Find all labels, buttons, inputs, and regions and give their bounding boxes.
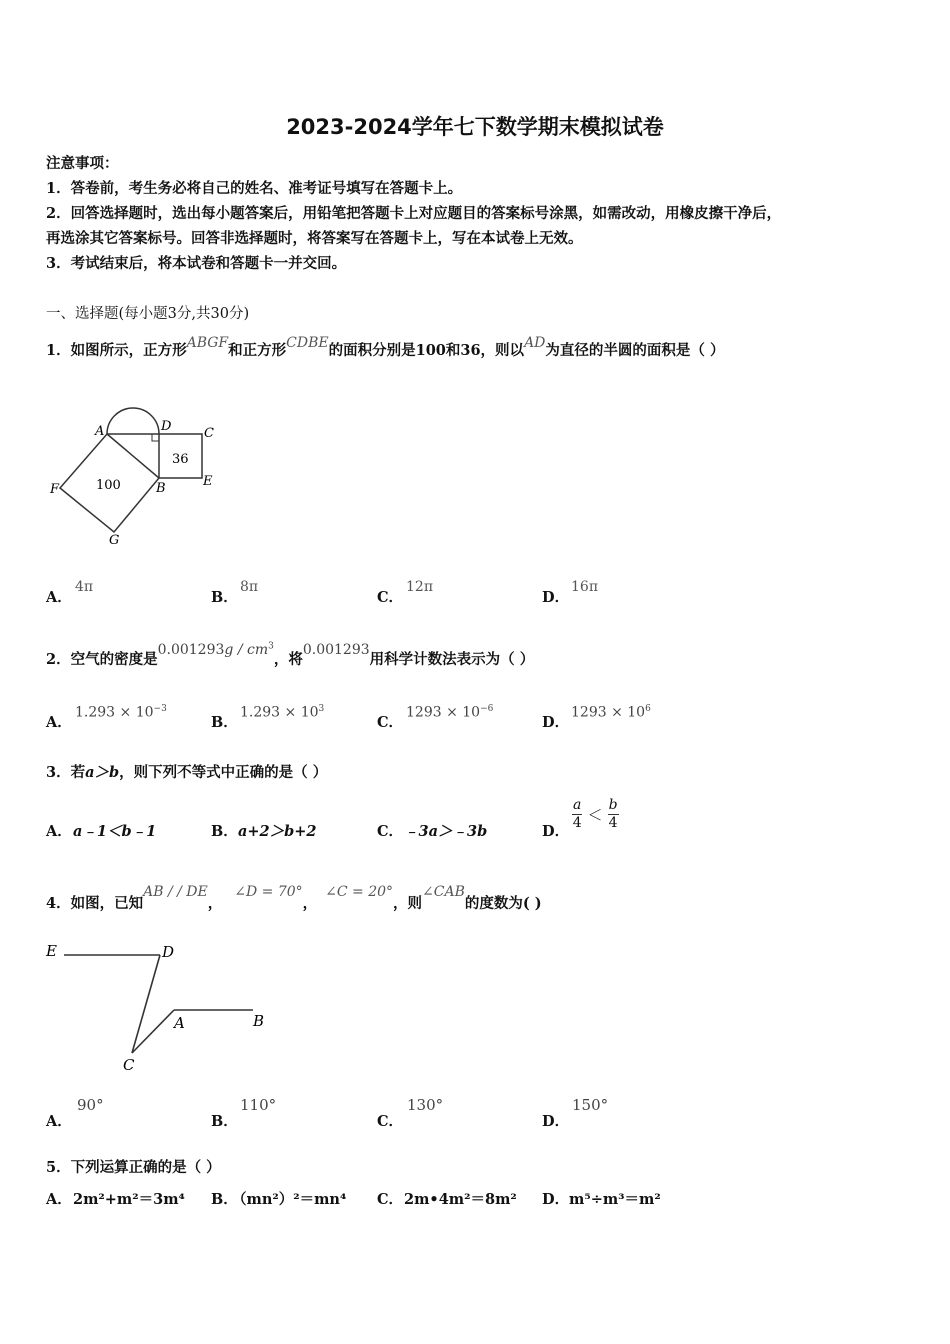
area-big: 100	[96, 478, 121, 493]
label-a: A	[95, 424, 105, 439]
question-5-stem: 5．下列运算正确的是（ ）	[46, 1159, 221, 1176]
fraction-denominator: 4	[608, 815, 618, 831]
q2-density-value: 0.001293	[157, 642, 225, 658]
q4-option-b-letter: B．	[211, 1113, 238, 1130]
q2-option-b-letter: B．	[211, 714, 238, 731]
q5-option-a-value: 2m²+m²＝3m⁴	[73, 1191, 185, 1208]
q2-text: ，将	[273, 651, 303, 668]
q5-option-b-letter: B．	[211, 1191, 238, 1208]
q3-option-c-value: ﹣3a＞﹣3b	[404, 823, 488, 840]
q2-density-exp: 3	[268, 641, 274, 652]
q1-text: 和正方形	[228, 342, 287, 359]
q2-density-unit: g / cm	[224, 642, 269, 658]
q2-option-a-exp: −3	[153, 704, 167, 714]
q1-math-ad: AD	[524, 335, 546, 351]
label-a: A	[174, 1014, 185, 1032]
q3-option-c-letter: C．	[377, 823, 404, 840]
q4-text: ，	[207, 895, 223, 912]
q5-option-c-value: 2m•4m²＝8m²	[404, 1191, 517, 1208]
q2-option-a-letter: A．	[46, 714, 72, 731]
q5-option-d-letter: D．	[542, 1191, 570, 1208]
q1-text: 为直径的半圆的面积是（ ）	[545, 342, 725, 359]
fraction-a-over-4	[572, 797, 582, 832]
q1-option-d-value: 16π	[571, 579, 599, 595]
q2-option-c-value	[406, 704, 493, 721]
q4-text: ，则	[393, 895, 423, 912]
q4-option-d-letter: D．	[542, 1113, 570, 1130]
q3-text: 3．若	[46, 764, 86, 781]
label-g: G	[109, 533, 120, 548]
notice-item: 2．回答选择题时，选出每小题答案后，用铅笔把答题卡上对应题目的答案标号涂黑，如需改动，用橡皮擦干净后，	[46, 205, 782, 222]
right-angle-mark	[152, 434, 159, 441]
notice-item: 再选涂其它答案标号。回答非选择题时，将答案写在答题卡上，写在本试卷上无效。	[46, 230, 583, 247]
q4-option-c-value: 130°	[407, 1096, 444, 1114]
q5-option-c-letter: C．	[377, 1191, 404, 1208]
q1-option-d-letter: D．	[542, 589, 570, 606]
question-2-stem	[46, 641, 535, 669]
question-4-stem	[46, 884, 542, 913]
q1-text: 1．如图所示，正方形	[46, 342, 187, 359]
q2-option-d-exp: 6	[645, 704, 651, 714]
q1-option-c-value: 12π	[406, 579, 434, 595]
q2-option-c-base: 1293 × 10	[406, 704, 481, 721]
notice-item: 3．考试结束后，将本试卷和答题卡一并交回。	[46, 255, 347, 272]
label-e: E	[203, 474, 213, 489]
semicircle-arc	[107, 408, 159, 434]
q1-math-cdbe: CDBE	[286, 335, 329, 351]
section-heading: 一、选择题(每小题3分,共30分)	[46, 306, 250, 322]
notice-heading: 注意事项：	[46, 155, 119, 172]
label-d: D	[161, 419, 172, 434]
q3-condition: a＞b	[85, 764, 120, 781]
q3-option-b-letter: B．	[211, 823, 238, 840]
q4-option-b-value: 110°	[240, 1096, 277, 1114]
q3-option-a-letter: A．	[46, 823, 72, 840]
q4-option-a-letter: A．	[46, 1113, 72, 1130]
q2-option-b-exp: 3	[318, 704, 325, 714]
q2-option-d-letter: D．	[542, 714, 570, 731]
label-c: C	[204, 426, 214, 441]
q4-text: 的度数为( )	[464, 895, 542, 912]
label-f: F	[50, 482, 60, 497]
q2-option-a-base: 1.293 × 10	[75, 704, 154, 721]
q2-math-number: 0.001293	[302, 642, 370, 658]
q5-option-a-letter: A．	[46, 1191, 72, 1208]
q2-text: 2．空气的密度是	[46, 651, 158, 668]
fraction-denominator: 4	[572, 815, 582, 831]
q1-math-abgf: ABGF	[186, 335, 229, 351]
question-3-stem	[46, 761, 327, 782]
q3-option-a-value: a﹣1＜b﹣1	[73, 823, 157, 840]
q2-option-d-value	[571, 704, 651, 721]
label-e: E	[46, 942, 57, 960]
q1-option-b-value: 8π	[240, 579, 259, 595]
q4-math-parallel: AB / / DE	[143, 884, 208, 900]
q3-option-d-letter: D．	[542, 823, 570, 840]
q2-option-d-base: 1293 × 10	[571, 704, 646, 721]
q4-math-angle-cab: ∠CAB	[422, 884, 465, 900]
question-1-stem	[46, 335, 725, 360]
q4-figure-lines	[40, 935, 280, 1075]
label-c: C	[123, 1056, 135, 1074]
fraction-b-over-4	[608, 797, 619, 832]
q3-option-b-value: a+2＞b+2	[238, 823, 317, 840]
q4-math-angle-c: ∠C = 20°	[325, 884, 394, 900]
q1-option-b-letter: B．	[211, 589, 238, 606]
q2-option-b-value	[240, 704, 324, 721]
q4-text: 4．如图，已知	[46, 895, 144, 912]
q1-option-c-letter: C．	[377, 589, 404, 606]
q4-math-angle-d: ∠D = 70°	[234, 884, 303, 900]
label-b: B	[253, 1012, 265, 1030]
fraction-numerator: a	[573, 797, 582, 813]
area-small: 36	[172, 452, 189, 467]
q1-figure-squares	[40, 395, 230, 555]
q4-option-d-value: 150°	[572, 1096, 609, 1114]
q2-option-c-exp: −6	[480, 704, 494, 714]
q1-option-a-letter: A．	[46, 589, 72, 606]
q2-option-b-base: 1.293 × 10	[240, 704, 319, 721]
fraction-numerator: b	[608, 797, 618, 813]
q2-math-density	[158, 642, 274, 658]
q5-option-d-value: m⁵÷m³＝m²	[569, 1191, 661, 1208]
q5-option-b-value: （mn²）²＝mn⁴	[232, 1191, 347, 1208]
label-d: D	[162, 943, 175, 961]
q1-option-a-value: 4π	[75, 579, 94, 595]
q2-text: 用科学计数法表示为（ ）	[369, 651, 535, 668]
less-than-sign: ＜	[587, 806, 603, 824]
q2-option-a-value	[75, 704, 167, 721]
q2-option-c-letter: C．	[377, 714, 404, 731]
q4-text: ，	[302, 895, 318, 912]
q4-option-c-letter: C．	[377, 1113, 404, 1130]
label-b: B	[156, 481, 166, 496]
q4-option-a-value: 90°	[77, 1096, 104, 1114]
q3-text: ，则下列不等式中正确的是（ ）	[119, 764, 328, 781]
q3-option-d-value	[572, 797, 619, 832]
page-title: 2023-2024学年七下数学期末模拟试卷	[286, 115, 664, 139]
notice-item: 1．答卷前，考生务必将自己的姓名、准考证号填写在答题卡上。	[46, 180, 463, 197]
q1-text: 的面积分别是100和36，则以	[328, 342, 525, 359]
